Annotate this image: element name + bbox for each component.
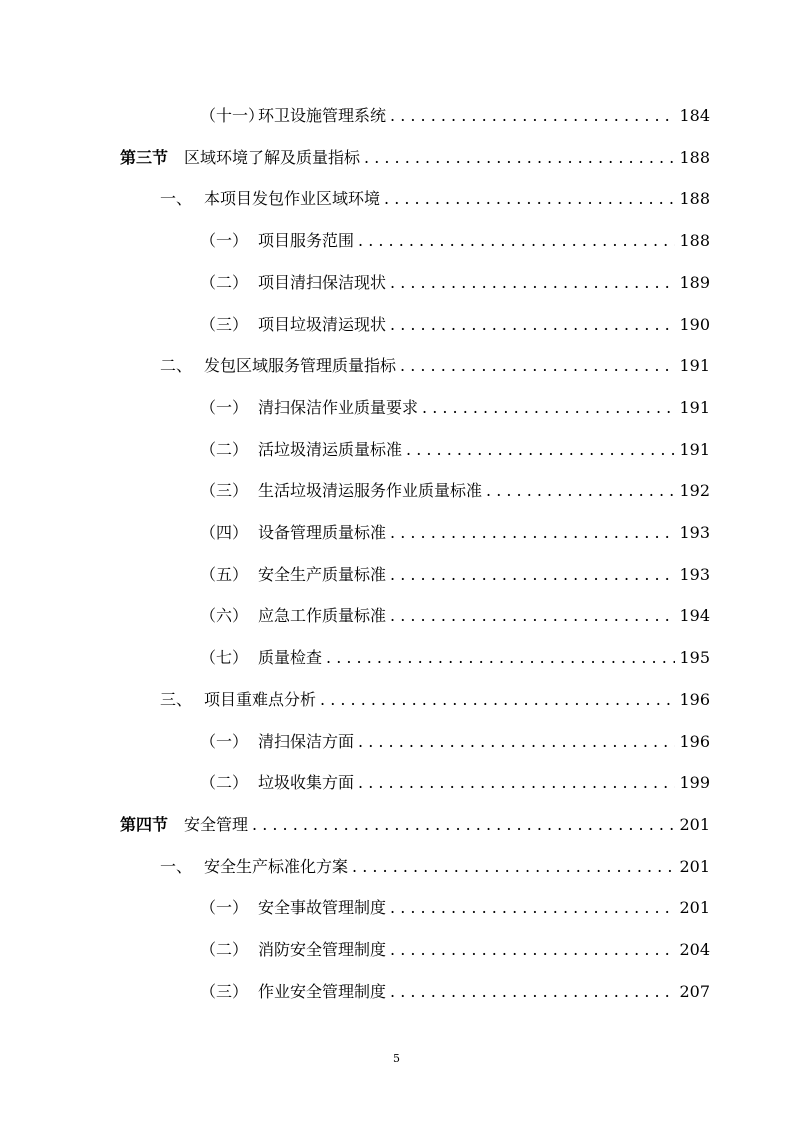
toc-leader-dots bbox=[390, 982, 675, 1002]
toc-entry[interactable] bbox=[200, 930, 710, 970]
toc-entry[interactable] bbox=[200, 638, 710, 678]
toc-entry-number: 一、 bbox=[160, 856, 193, 876]
toc-leader-dots bbox=[390, 606, 675, 626]
toc-leader-dots bbox=[406, 440, 675, 460]
toc-entry[interactable] bbox=[200, 596, 710, 636]
toc-leader-dots bbox=[358, 732, 675, 752]
toc-entry[interactable] bbox=[120, 138, 710, 178]
toc-leader-dots bbox=[390, 940, 675, 960]
toc-leader-dots bbox=[390, 315, 675, 335]
toc-entry-title: 安全管理 bbox=[184, 814, 249, 834]
toc-leader-dots bbox=[390, 523, 675, 543]
toc-entry-page: 201 bbox=[679, 814, 710, 834]
page-number: 5 bbox=[393, 1052, 400, 1065]
toc-entry-number: 一、 bbox=[160, 189, 193, 209]
toc-entry-number: 二、 bbox=[160, 356, 193, 376]
toc-leader-dots bbox=[422, 398, 675, 418]
toc-leader-dots bbox=[390, 106, 675, 126]
toc-entry-page: 184 bbox=[679, 106, 710, 125]
toc-entry[interactable] bbox=[160, 346, 710, 386]
toc-entry[interactable] bbox=[160, 680, 710, 720]
toc-entry-page: 199 bbox=[679, 773, 710, 793]
toc-entry[interactable] bbox=[200, 471, 710, 511]
toc-entry-title: 区域环境了解及质量指标 bbox=[184, 147, 361, 167]
toc-entry[interactable] bbox=[200, 972, 710, 1012]
toc-entry-title: 质量检查 bbox=[258, 648, 323, 668]
toc-entry-title: 消防安全管理制度 bbox=[258, 940, 387, 959]
toc-entry-title: 垃圾收集方面 bbox=[258, 773, 355, 793]
toc-entry-page: 188 bbox=[679, 189, 710, 209]
toc-entry-page: 190 bbox=[679, 314, 710, 334]
toc-entry-page: 204 bbox=[679, 940, 710, 959]
toc-entry-page: 192 bbox=[679, 481, 710, 501]
toc-entry-title: 项目重难点分析 bbox=[204, 689, 317, 709]
toc-entry-page: 196 bbox=[679, 689, 710, 709]
toc-entry-number: 第三节 bbox=[120, 147, 169, 167]
toc-entry-number: 三、 bbox=[160, 689, 193, 709]
toc-leader-dots bbox=[400, 356, 675, 376]
toc-entry-title: 活垃圾清运质量标准 bbox=[258, 439, 403, 459]
toc-entry[interactable] bbox=[200, 888, 710, 928]
toc-entry[interactable] bbox=[120, 805, 710, 845]
toc-entry-number: （五） bbox=[200, 564, 249, 584]
toc-entry-title: 安全生产质量标准 bbox=[258, 564, 387, 584]
toc-entry-title: 生活垃圾清运服务作业质量标准 bbox=[258, 481, 483, 501]
toc-entry-title: 作业安全管理制度 bbox=[258, 981, 387, 1001]
toc-entry-number: （二） bbox=[200, 773, 249, 793]
toc-entry-page: 188 bbox=[679, 147, 710, 167]
toc-entry[interactable] bbox=[160, 179, 710, 219]
toc-leader-dots bbox=[364, 148, 675, 168]
toc-entry[interactable] bbox=[200, 305, 710, 345]
toc-leader-dots bbox=[326, 648, 675, 668]
toc-entry-title: 清扫保洁方面 bbox=[258, 731, 355, 751]
toc-entry-number: （一） bbox=[200, 231, 249, 251]
toc-entry[interactable] bbox=[200, 513, 710, 553]
toc-entry-title: 安全事故管理制度 bbox=[258, 898, 387, 918]
toc-entry-number: （一） bbox=[200, 397, 249, 417]
toc-entry-page: 191 bbox=[679, 356, 710, 376]
toc-entry-number: （十一） bbox=[200, 106, 265, 125]
toc-entry-number: （一） bbox=[200, 731, 249, 751]
toc-entry-page: 194 bbox=[679, 606, 710, 626]
toc-leader-dots bbox=[384, 189, 675, 209]
toc-entry-number: （七） bbox=[200, 648, 249, 668]
toc-entry-title: 项目清扫保洁现状 bbox=[258, 272, 387, 292]
toc-entry[interactable] bbox=[160, 847, 710, 887]
toc-entry-title: 安全生产标准化方案 bbox=[204, 856, 349, 876]
toc-entry-number: （三） bbox=[200, 314, 249, 334]
toc-entry-number: （六） bbox=[200, 606, 249, 626]
toc-entry-number: （一） bbox=[200, 898, 249, 918]
toc-entry[interactable] bbox=[200, 388, 710, 428]
toc-entry[interactable] bbox=[200, 96, 710, 136]
toc-entry-number: （二） bbox=[200, 439, 249, 459]
toc-entry-number: （三） bbox=[200, 981, 249, 1001]
toc-entry-title: 项目垃圾清运现状 bbox=[258, 314, 387, 334]
toc-entry[interactable] bbox=[200, 763, 710, 803]
toc-entry-title: 环卫设施管理系统 bbox=[258, 106, 387, 125]
toc-entry-number: （三） bbox=[200, 481, 249, 501]
toc-entry-number: （二） bbox=[200, 272, 249, 292]
toc-entry-page: 191 bbox=[679, 397, 710, 417]
toc-leader-dots bbox=[320, 690, 675, 710]
toc-entry-page: 188 bbox=[679, 231, 710, 251]
toc-entry-title: 发包区域服务管理质量指标 bbox=[204, 356, 397, 376]
toc-entry-page: 201 bbox=[679, 898, 710, 918]
toc-leader-dots bbox=[390, 898, 675, 918]
toc-leader-dots bbox=[252, 815, 675, 835]
toc-entry-title: 应急工作质量标准 bbox=[258, 606, 387, 626]
toc-entry-page: 193 bbox=[679, 523, 710, 542]
toc-entry-title: 清扫保洁作业质量要求 bbox=[258, 397, 419, 417]
toc-entry-page: 191 bbox=[679, 439, 710, 459]
toc-leader-dots bbox=[390, 273, 675, 293]
toc-entry-page: 207 bbox=[679, 981, 710, 1001]
toc-entry-number: （二） bbox=[200, 940, 249, 959]
toc-entry-title: 本项目发包作业区域环境 bbox=[204, 189, 381, 209]
toc-entry[interactable] bbox=[200, 722, 710, 762]
toc-entry-page: 196 bbox=[679, 731, 710, 751]
toc-entry[interactable] bbox=[200, 263, 710, 303]
toc-entry[interactable] bbox=[200, 221, 710, 261]
toc-entry[interactable] bbox=[200, 555, 710, 595]
toc-leader-dots bbox=[390, 565, 675, 585]
toc-entry-page: 193 bbox=[679, 564, 710, 584]
toc-entry-page: 189 bbox=[679, 272, 710, 292]
toc-leader-dots bbox=[352, 857, 675, 877]
toc-entry[interactable] bbox=[200, 430, 710, 470]
toc-entry-page: 195 bbox=[679, 648, 710, 668]
toc-entry-number: 第四节 bbox=[120, 814, 169, 834]
toc-entry-title: 项目服务范围 bbox=[258, 231, 355, 251]
toc-entry-title: 设备管理质量标准 bbox=[258, 523, 387, 542]
toc-leader-dots bbox=[358, 773, 675, 793]
toc-leader-dots bbox=[486, 481, 675, 501]
toc-entry-page: 201 bbox=[679, 856, 710, 876]
toc-leader-dots bbox=[358, 231, 675, 251]
toc-entry-number: （四） bbox=[200, 523, 249, 542]
